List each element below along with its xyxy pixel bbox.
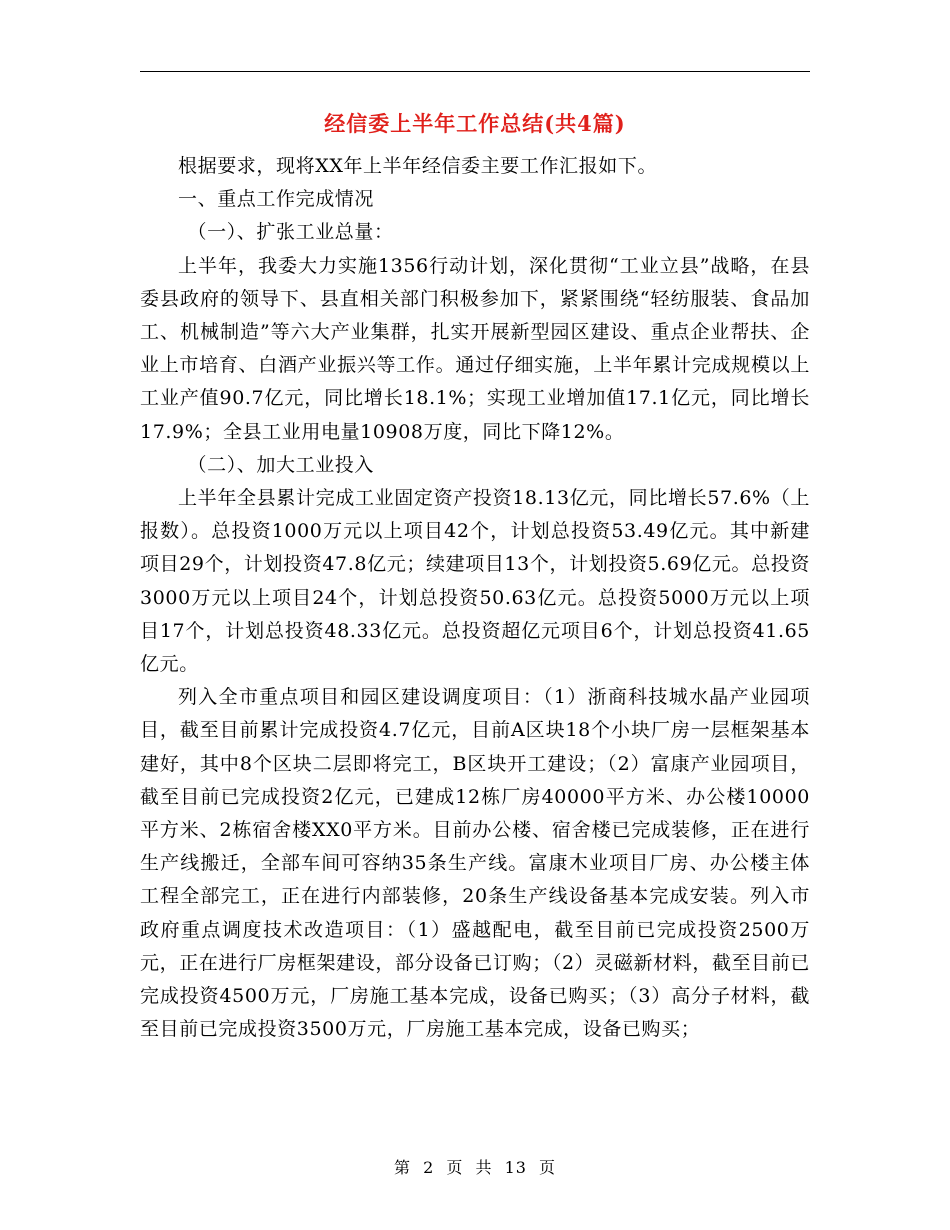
footer-total-pages: 13 — [504, 1158, 527, 1177]
subsection-heading: （一）、扩张工业总量： — [187, 221, 394, 244]
header-rule — [140, 71, 810, 72]
intro-paragraph: 根据要求，现将XX年上半年经信委主要工作汇报如下。 — [178, 155, 658, 177]
document-title: 经信委上半年工作总结(共4篇) — [324, 111, 626, 136]
body-paragraph: 列入全市重点项目和园区建设调度项目：（1）浙商科技城水晶产业园项目，截至目前累计完成投资4.7亿元，目前A区块18个小块厂房一层框架基本建好，其中8个区块二层即将完工，B区块开工建设；（2）富康产业园项目，截至目前已完成投资2亿元，已建成12栋厂房40000平方米、办公楼10000平方米、2栋宿舍楼XX0平方米。目前办公楼、宿舍楼已完成装修，正在进行生产线搬迁，全部车间可容纳35条生产线。富康木业项目厂房、办公楼主体工程全部完工，正在进行内部装修，20条生产线设备基本完成安装。列入市政府重点调度技术改造项目：（1）盛越配电，截至目前已完成投资2500万元，正在进行厂房框架建设，部分设备已订购；（2）灵磁新材料，截至目前已完成投资4500万元，厂房施工基本完成，设备已购买；（3）高分子材料，截至目前已完成投资3500万元，厂房施工基本完成，设备已购买； — [140, 686, 810, 1041]
body-paragraph: 上半年，我委大力实施1356行动计划，深化贯彻“工业立县”战略，在县委县政府的领导下、县直相关部门积极参加下，紧紧围绕“轻纺服装、食品加工、机械制造”等六大产业集群，扎实开展新型园区建设、重点企业帮扶、企业上市培育、白酒产业振兴等工作。通过仔细实施，上半年累计完成规模以上工业产值90.7亿元，同比增长18.1%；实现工业增加值17.1亿元，同比增长17.9%；全县工业用电量10908万度，同比下降12%。 — [140, 254, 810, 443]
subsection-heading: （二）、加大工业投入 — [187, 453, 375, 476]
footer-prefix: 第 — [393, 1158, 411, 1177]
document-body — [140, 150, 810, 1046]
footer-word-page: 页 — [446, 1158, 464, 1177]
section-heading: 一、重点工作完成情况 — [178, 188, 375, 211]
footer-word-total: 共 — [475, 1158, 493, 1177]
footer-page-number: 2 — [423, 1158, 435, 1177]
page-footer — [0, 1155, 950, 1178]
body-paragraph: 上半年全县累计完成工业固定资产投资18.13亿元，同比增长57.6%（上报数）。总投资1000万元以上项目42个，计划总投资53.49亿元。其中新建项目29个，计划投资47.8亿元；续建项目13个，计划投资5.69亿元。总投资3000万元以上项目24个，计划总投资50.63亿元。总投资5000万元以上项目17个，计划总投资48.33亿元。总投资超亿元项目6个，计划总投资41.65亿元。 — [140, 487, 810, 676]
footer-suffix: 页 — [539, 1158, 557, 1177]
